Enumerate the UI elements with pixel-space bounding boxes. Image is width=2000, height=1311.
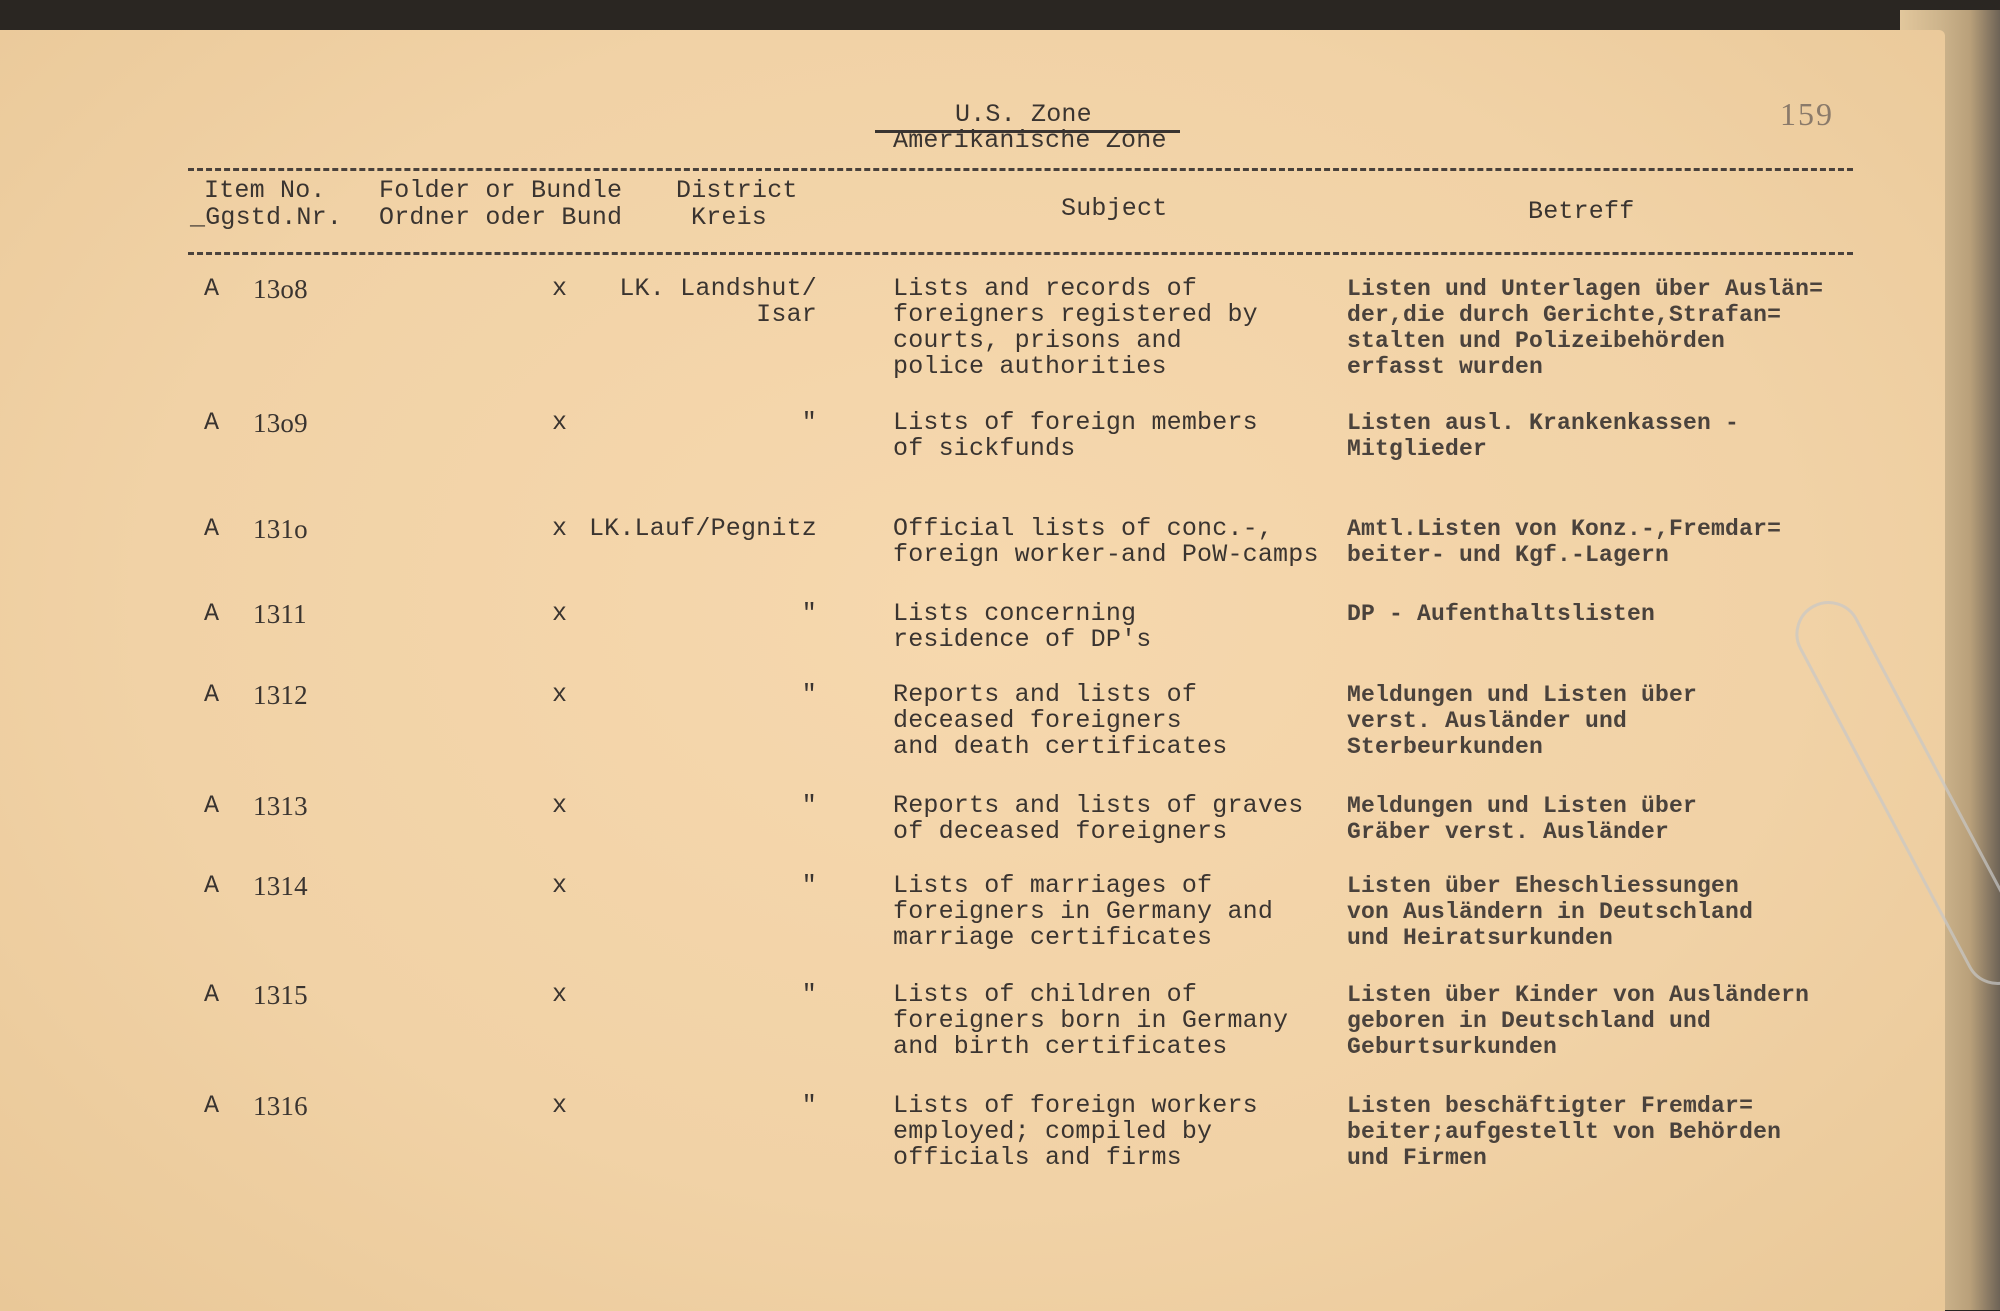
item-prefix: A (204, 680, 220, 709)
folder-mark: x (552, 408, 568, 437)
item-number: 1313 (253, 791, 308, 821)
district: " (801, 871, 817, 900)
item-number: 131o (253, 514, 308, 544)
subject: Reports and lists of graves of deceased foreigners (893, 791, 1304, 846)
district: LK. Landshut/ Isar (619, 274, 817, 329)
subject: Lists of marriages of foreigners in Germany and marriage certificates (893, 871, 1274, 952)
betreff: Listen über Kinder von Ausländern geboren in Deutschland und Geburtsurkunden (1347, 982, 1810, 1060)
item-prefix: A (204, 274, 220, 303)
zone-title-de: Amerikanische Zone (893, 126, 1167, 155)
col-folder-en: Folder or Bundle (379, 176, 623, 205)
item-prefix: A (204, 408, 220, 437)
subject: Official lists of conc.-, foreign worker-and PoW-camps (893, 514, 1319, 569)
folder-mark: x (552, 871, 568, 900)
folder-mark: x (552, 1091, 568, 1120)
page-number: 159 (1780, 96, 1834, 132)
subject: Reports and lists of deceased foreigners and death certificates (893, 680, 1228, 761)
item-number: 13o9 (253, 408, 308, 438)
subject: Lists of foreign workers employed; compiled by officials and firms (893, 1091, 1258, 1172)
item-number: 1312 (253, 680, 308, 710)
district: LK.Lauf/Pegnitz (588, 514, 817, 543)
folder-mark: x (552, 980, 568, 1009)
subject: Lists and records of foreigners registered by courts, prisons and police authorities (893, 274, 1258, 381)
district: " (801, 791, 817, 820)
item-prefix: A (204, 980, 220, 1009)
col-item-de: _Ggstd.Nr. (190, 203, 343, 232)
col-subject: Subject (1061, 194, 1168, 223)
item-number: 1315 (253, 980, 308, 1010)
folder-mark: x (552, 599, 568, 628)
district: " (801, 1091, 817, 1120)
district: " (801, 599, 817, 628)
betreff: DP - Aufenthaltslisten (1347, 601, 1656, 627)
header-rule-bottom (188, 252, 1853, 255)
item-number: 1314 (253, 871, 308, 901)
betreff: Meldungen und Listen über Gräber verst. Ausländer (1347, 793, 1698, 845)
col-folder-de: Ordner oder Bund (379, 203, 623, 232)
betreff: Listen beschäftigter Fremdar= beiter;aufgestellt von Behörden und Firmen (1347, 1093, 1782, 1171)
item-prefix: A (204, 599, 220, 628)
betreff: Listen und Unterlagen über Auslän= der,die durch Gerichte,Strafan= stalten und Polizeibehörden erfasst wurden (1347, 276, 1824, 380)
folder-mark: x (552, 791, 568, 820)
subject: Lists of foreign members of sickfunds (893, 408, 1258, 463)
district: " (801, 680, 817, 709)
item-number: 13o8 (253, 274, 308, 304)
folder-mark: x (552, 680, 568, 709)
folder-mark: x (552, 514, 568, 543)
betreff: Listen über Eheschliessungen von Ausländern in Deutschland und Heiratsurkunden (1347, 873, 1754, 951)
folder-mark: x (552, 274, 568, 303)
item-prefix: A (204, 514, 220, 543)
col-item-en: Item No. (204, 176, 326, 205)
item-prefix: A (204, 871, 220, 900)
col-betreff: Betreff (1528, 197, 1635, 226)
item-number: 1316 (253, 1091, 308, 1121)
betreff: Meldungen und Listen über verst. Ausländer und Sterbeurkunden (1347, 682, 1698, 760)
subject: Lists of children of foreigners born in Germany and birth certificates (893, 980, 1289, 1061)
col-district-de: Kreis (691, 203, 768, 232)
zone-title-en: U.S. Zone (955, 100, 1092, 129)
item-prefix: A (204, 791, 220, 820)
betreff: Amtl.Listen von Konz.-,Fremdar= beiter- und Kgf.-Lagern (1347, 516, 1782, 568)
header-rule-top (188, 168, 1853, 171)
item-number: 1311 (253, 599, 307, 629)
district: " (801, 980, 817, 1009)
item-prefix: A (204, 1091, 220, 1120)
col-district-en: District (676, 176, 798, 205)
betreff: Listen ausl. Krankenkassen - Mitglieder (1347, 410, 1740, 462)
subject: Lists concerning residence of DP's (893, 599, 1152, 654)
district: " (801, 408, 817, 437)
